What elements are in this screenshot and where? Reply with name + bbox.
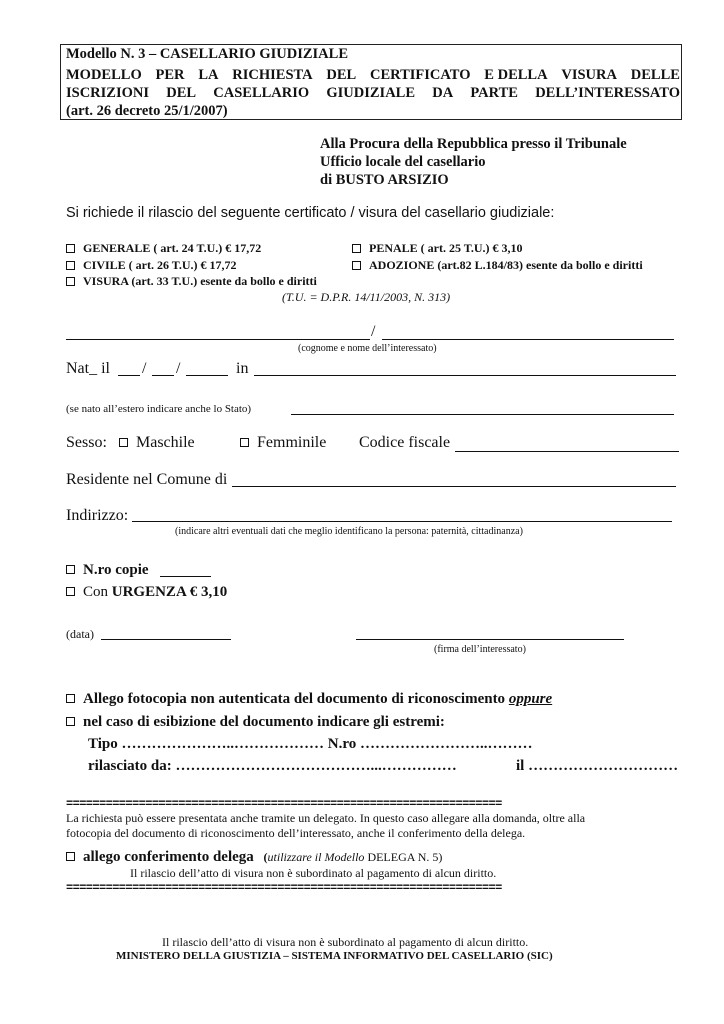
form-subtitle-line1 [66,67,680,84]
word: VISURA [561,67,617,83]
name-separator: / [371,323,376,340]
checkbox[interactable] [66,277,75,286]
word: MODELLO [66,67,142,83]
word: ISCRIZIONI [66,85,149,101]
address-field[interactable] [132,521,672,522]
date-label: (data) [66,627,94,641]
recipient-line2: Ufficio locale del casellario [320,154,486,170]
birthplace-field[interactable] [254,375,676,376]
residence-field[interactable] [232,486,676,487]
foreign-country-field[interactable] [291,414,674,415]
option-label: PENALE ( art. 25 T.U.) € 3,10 [369,241,523,255]
checkbox[interactable] [119,438,128,447]
date-separator: / [176,360,181,377]
option-label: CIVILE ( art. 26 T.U.) € 17,72 [83,258,237,272]
option-generale[interactable] [66,241,261,256]
residence-label: Residente nel Comune di [66,471,228,488]
option-label: Allego fotocopia non autenticata del documento di riconoscimento [83,691,509,707]
delegation-model-rest: DELEGA N. 5) [364,850,443,864]
word: LA [198,67,219,83]
option-penale[interactable] [352,241,523,256]
issued-date-field[interactable]: il ………………………… [516,758,679,774]
checkbox[interactable] [66,852,75,861]
delegation-model-italic: utilizzare il Modello [267,850,365,864]
foreign-birth-label: (se nato all’estero indicare anche lo Stato) [66,403,252,415]
word: DA [432,85,454,101]
separator-top: ================================================================== [66,797,502,811]
sex-female-option[interactable] [240,434,326,452]
checkbox[interactable] [66,694,75,703]
name-caption: (cognome e nome dell’interessato) [298,343,437,354]
word: GIUDIZIALE [326,85,416,101]
word: PER [155,67,185,83]
surname-field[interactable] [66,339,370,340]
word: PARTE [470,85,518,101]
signature-field[interactable] [356,639,624,640]
checkbox[interactable] [66,717,75,726]
delegate-text-line1: La richiesta può essere presentata anche tramite un delegato. In questo caso allegare alla domanda, oltre alla [66,811,586,825]
recipient-line1: Alla Procura della Repubblica presso il Tribunale [320,136,627,152]
date-field[interactable] [101,639,231,640]
id-type-number-field[interactable]: Tipo …………………..……………… N.ro ……………………..……… [88,736,533,752]
option-label: allego conferimento delega [83,849,254,865]
checkbox[interactable] [352,261,361,270]
birth-day-field[interactable] [118,375,140,376]
copies-field[interactable] [160,576,211,577]
option-label: VISURA (art. 33 T.U.) esente da bollo e diritti [83,274,317,288]
option-label: ADOZIONE (art.82 L.184/83) esente da bollo e diritti [369,258,643,272]
footer-no-fee-note: Il rilascio dell’atto di visura non è subordinato al pagamento di alcun diritto. [162,935,529,949]
word: E DELLA [484,67,548,83]
form-title: Modello N. 3 – CASELLARIO GIUDIZIALE [66,46,348,62]
word: DEL [166,85,197,101]
tu-note: (T.U. = D.P.R. 14/11/2003, N. 313) [282,290,451,304]
delegate-text-line2: fotocopia del documento di riconoscimento dell’interessato, anche il conferimento della delega. [66,826,526,840]
checkbox[interactable] [352,244,361,253]
option-civile[interactable] [66,258,237,273]
birth-year-field[interactable] [186,375,228,376]
checkbox[interactable] [66,244,75,253]
recipient-line3: di BUSTO ARSIZIO [320,172,449,188]
separator-bottom: ================================================================== [66,881,502,895]
issued-by-field[interactable]: rilasciato da: …………………………………...…………… [88,758,457,774]
word: DEL [326,67,357,83]
urgency-label: URGENZA € 3,10 [111,584,228,600]
option-label: Femminile [257,434,327,451]
urgency-option[interactable] [66,584,227,601]
word: DELLE [630,67,680,83]
word: DELL’INTERESSATO [535,85,680,101]
option-label: nel caso di esibizione del documento indicare gli estremi: [83,714,445,730]
attach-delegation-option[interactable] [66,849,442,866]
checkbox[interactable] [66,261,75,270]
checkbox[interactable] [240,438,249,447]
sex-male-option[interactable] [119,434,195,452]
tax-code-label: Codice fiscale [359,434,451,451]
birth-month-field[interactable] [152,375,174,376]
option-visura[interactable] [66,274,317,289]
tax-code-field[interactable] [455,451,679,452]
signature-caption: (firma dell’interessato) [434,644,526,655]
footer-ministry: MINISTERO DELLA GIUSTIZIA – SISTEMA INFORMATIVO DEL CASELLARIO (SIC) [116,950,553,962]
checkbox[interactable] [66,587,75,596]
form-legal-reference: (art. 26 decreto 25/1/2007) [66,103,228,119]
show-id-option[interactable] [66,714,445,731]
attach-id-option[interactable] [66,691,552,708]
sex-label: Sesso: [66,434,107,451]
checkbox[interactable] [66,565,75,574]
option-label: N.ro copie [83,562,149,578]
address-caption: (indicare altri eventuali dati che meglio identificano la persona: paternità, cittadinanza) [175,526,523,537]
copies-option[interactable] [66,562,149,579]
firstname-field[interactable] [382,339,674,340]
form-subtitle-line2 [66,85,680,102]
word: CASELLARIO [213,85,310,101]
option-label: Con [83,584,112,600]
paren: ( [263,850,268,864]
date-separator: / [142,360,147,377]
birth-label: Nat_ il [66,360,110,377]
option-label: Maschile [136,434,195,451]
birthplace-label: in [236,360,249,377]
word: CERTIFICATO [370,67,471,83]
request-intro: Si richiede il rilascio del seguente certificato / visura del casellario giudiziale: [66,205,555,221]
option-adozione[interactable] [352,258,643,273]
oppure-label: oppure [508,691,553,707]
word: RICHIESTA [232,67,313,83]
option-label: GENERALE ( art. 24 T.U.) € 17,72 [83,241,262,255]
delegate-no-fee-note: Il rilascio dell’atto di visura non è subordinato al pagamento di alcun diritto. [130,866,497,880]
address-label: Indirizzo: [66,507,129,524]
